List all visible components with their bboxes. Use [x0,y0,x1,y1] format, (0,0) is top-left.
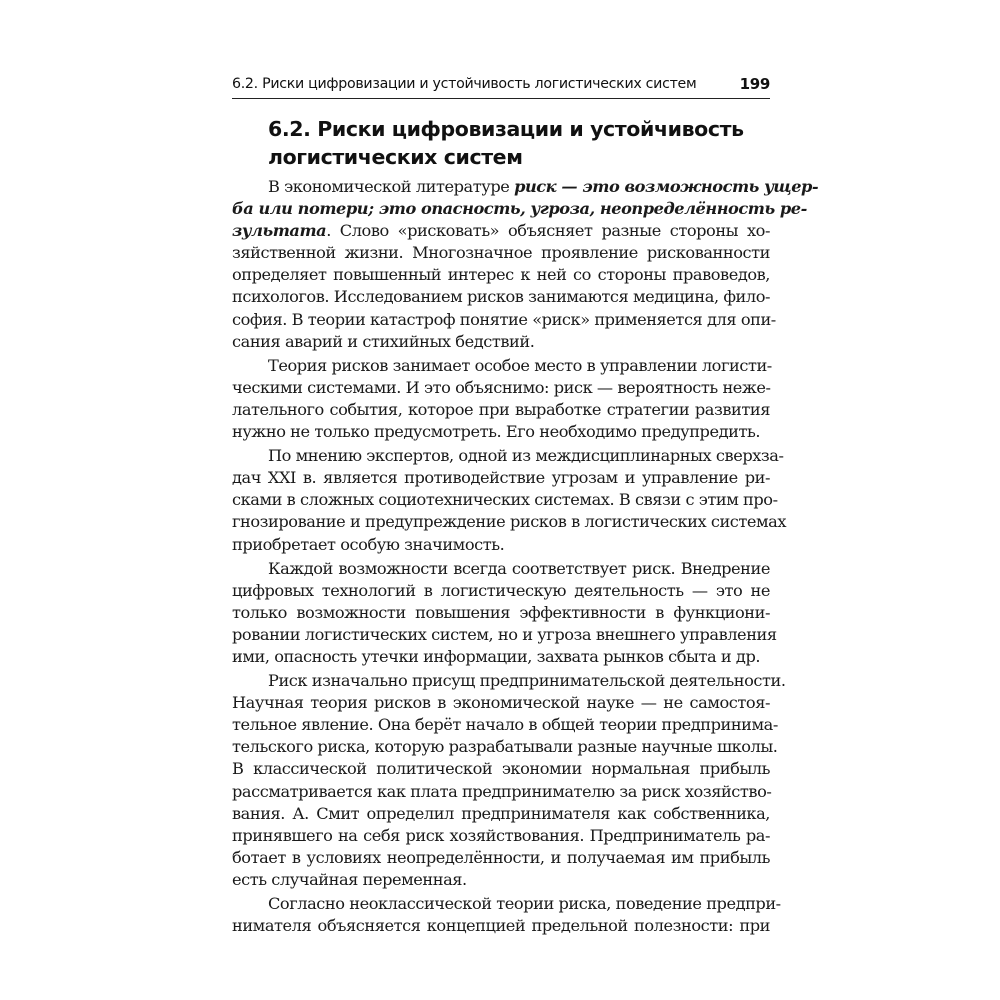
text-run: софия. В теории катастроф понятие «риск» применяется для опи- [232,309,776,329]
text-line [232,580,770,602]
section-heading-line-1: 6.2. Риски цифровизации и устойчивость [268,117,744,141]
text-line [232,670,786,692]
text-line [232,220,770,242]
text-run: По мнению экспертов, одной из междисциплинарных сверхза- [268,446,784,466]
text-run: ботает в условиях неопределённости, и получаемая им прибыль [232,847,770,867]
text-line [232,467,770,489]
text-run: сками в сложных социотехнических системах. В связи с этим про- [232,490,778,510]
text-line [232,558,770,580]
text-run: гнозирование и предупреждение рисков в логистических системах [232,512,787,532]
text-line [232,781,770,803]
text-run: рассматривается как плата предпринимателю за риск хозяйство- [232,781,772,801]
text-run: В экономической литературе [268,177,515,196]
text-run: определяет повышенный интерес к ней со стороны правоведов, [232,265,770,285]
text-run: ими, опасность утечки информации, захвата рынков сбыта и др. [232,646,761,666]
text-line [232,624,777,646]
text-run: Риск изначально присущ предпринимательской деятельности. [268,671,786,691]
text-run: приобретает особую значимость. [232,534,505,554]
paragraph [232,176,819,353]
text-run: нимателя объясняется концепцией предельной полезности: при [232,916,770,936]
text-run: нужно не только предусмотреть. Его необходимо предупредить. [232,422,761,442]
text-line [232,331,770,353]
text-run: дач XXI в. является противодействие угрозам и управление ри- [232,468,770,488]
text-run: В классической политической экономии нормальная прибыль [232,759,770,779]
text-line [232,602,770,624]
text-line [232,445,784,467]
emphasis-text: зультата [232,221,327,241]
text-line [232,421,770,443]
paragraph [232,355,770,443]
section-heading-line-2: логистических систем [268,145,523,169]
running-header [232,74,770,99]
text-line [232,714,778,736]
text-line [232,264,770,286]
text-run: тельное явление. Она берёт начало в общей теории предпринима- [232,715,778,735]
text-run: только возможности повышения эффективности в функциони- [232,602,770,622]
page-number: 199 [739,75,770,93]
text-run: Каждой возможности всегда соответствует риск. Внедрение [268,558,770,578]
text-line [232,646,770,668]
text-run: ческими системами. И это объяснимо: риск — вероятность неже- [232,377,771,397]
body-text [232,176,819,937]
text-line [232,915,770,937]
paragraph [232,893,781,937]
text-line [232,758,770,780]
paragraph [232,558,777,668]
text-line [232,803,770,825]
text-line [232,355,770,377]
text-line [232,377,770,399]
text-line [232,847,770,869]
paragraph [232,670,786,891]
text-line [232,176,819,198]
text-line [232,692,770,714]
text-line [232,489,778,511]
text-line [232,242,770,264]
text-run: сания аварий и стихийных бедствий. [232,331,535,351]
paragraph [232,445,787,555]
emphasis-text: риск — это возможность ущер- [514,177,819,196]
text-line [232,309,776,331]
text-line [232,869,770,891]
text-run: вания. А. Смит определил предпринимателя как собственника, [232,803,770,823]
running-header-title: 6.2. Риски цифровизации и устойчивость логистических систем [232,76,697,92]
text-run: лательного события, которое при выработке стратегии развития [232,399,770,419]
text-line [232,511,787,533]
text-run: Согласно неоклассической теории риска, поведение предпри- [268,894,781,913]
text-line [232,825,770,847]
text-line [232,736,778,758]
text-run: принявшего на себя риск хозяйствования. Предприниматель ра- [232,825,770,845]
text-run: есть случайная переменная. [232,869,467,889]
text-line [232,893,781,915]
text-run: Научная теория рисков в экономической науке — не самостоя- [232,693,770,713]
text-run: зяйственной жизни. Многозначное проявление рискованности [232,243,770,263]
text-line [232,286,770,308]
text-line [232,198,807,220]
text-run: Теория рисков занимает особое место в управлении логисти- [268,355,772,375]
text-run: ровании логистических систем, но и угроза внешнего управления [232,624,777,644]
text-line [232,399,770,421]
text-run: . Слово «рисковать» объясняет разные стороны хо- [326,221,770,241]
text-line [232,534,770,556]
section-heading [268,115,768,171]
emphasis-text: ба или потери; это опасность, угроза, неопределённость ре- [232,199,807,219]
text-run: цифровых технологий в логистическую деятельность — это не [232,580,770,600]
text-run: тельского риска, которую разрабатывали разные научные школы. [232,737,778,757]
text-run: психологов. Исследованием рисков занимаются медицина, фило- [232,287,771,307]
